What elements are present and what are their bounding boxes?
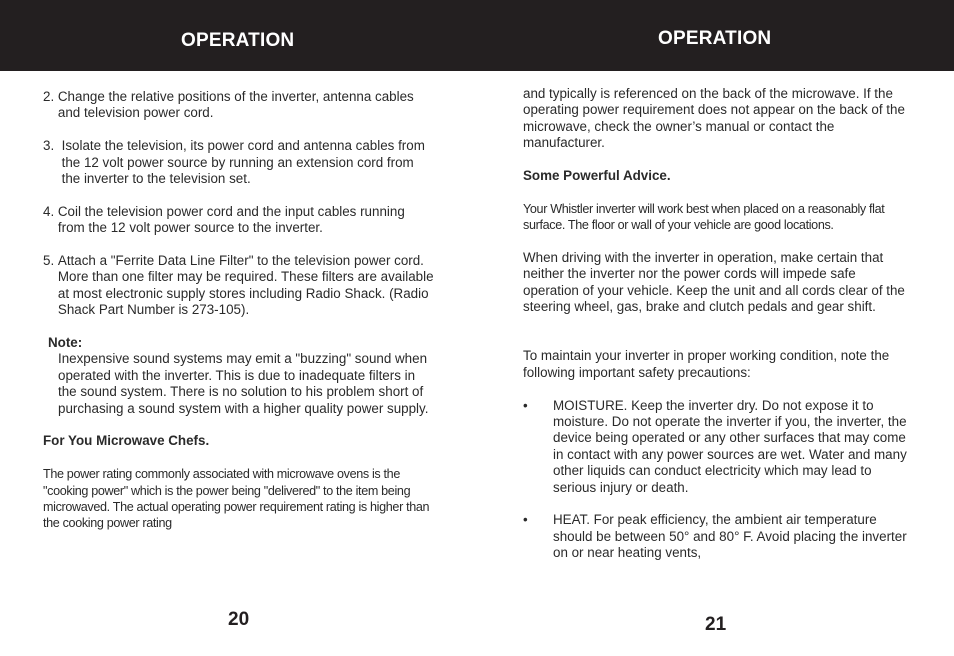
advice-text-2: When driving with the inverter in operation, make certain that neither the inverter nor the power cords will impede safe operation of your vehicle. Keep the unit and all cords clear of the steering wheel, gas, brake and clutch pedals and gear shift. [523, 250, 905, 315]
list-item-number: 3. [43, 138, 62, 154]
bullet-item [523, 398, 911, 496]
right-page-number: 21 [705, 614, 727, 635]
left-page-body [43, 89, 435, 548]
note-heading: Note: [48, 335, 83, 351]
list-item-number: 5. [43, 253, 58, 269]
bullet-text: HEAT. For peak efficiency, the ambient air temperature should be between 50° and 80° F. Avoid placing the inverter on or near heating vents, [553, 512, 907, 561]
list-item-number: 4. [43, 203, 58, 219]
microwave-text: The power rating commonly associated with microwave ovens is the "cooking power" which is the power being "delivered" to the item being microwaved. The actual operating power requirement rating is higher than the cooking power rating [43, 467, 430, 531]
spacer [523, 332, 911, 348]
bullet-marker: • [523, 512, 528, 528]
left-page-header: OPERATION [181, 30, 295, 51]
list-item [43, 204, 435, 237]
right-page-header: OPERATION [658, 28, 772, 49]
advice-text-1: Your Whistler inverter will work best when placed on a reasonably flat surface. The floor or wall of your vehicle are good locations. [523, 201, 885, 233]
list-item-text: Attach a "Ferrite Data Line Filter" to the television power cord. More than one filter may be required. These filters are available at most electronic supply stores including Radio Shack. (Radio Shack Part Number is 273-105). [57, 253, 434, 318]
header-bar [0, 0, 954, 71]
left-page-number: 20 [228, 609, 250, 630]
list-item-text: Isolate the television, its power cord and antenna cables from the 12 volt power source by running an extension cord from the inverter to the television set. [61, 138, 425, 187]
list-item-text: Coil the television power cord and the input cables running from the 12 volt power source to the inverter. [57, 203, 405, 236]
bullet-text: MOISTURE. Keep the inverter dry. Do not expose it to moisture. Do not operate the inverter if you, the inverter, the device being operated or any other surfaces that may come in contact with any power sources are wet. Water and many other liquids can conduct electricity which may lead to serious injury or death. [553, 397, 907, 495]
microwave-heading: For You Microwave Chefs. [43, 433, 210, 449]
advice-heading: Some Powerful Advice. [523, 168, 671, 184]
continued-text: and typically is referenced on the back of the microwave. If the operating power requirement does not appear on the back of the microwave, check the owner’s manual or contact the manufacturer. [523, 86, 905, 151]
list-item-text: Change the relative positions of the inverter, antenna cables and television power cord. [57, 89, 414, 121]
list-item [43, 89, 435, 122]
note-text: Inexpensive sound systems may emit a "buzzing" sound when operated with the inverter. This is due to inadequate filters in the sound system. There is no solution to his problem short of purchasing a sound system with a higher quality power supply. [58, 351, 429, 416]
maintain-text: To maintain your inverter in proper working condition, note the following important safety precautions: [523, 348, 890, 380]
list-item [43, 253, 435, 319]
bullet-item [523, 512, 911, 561]
bullet-marker: • [523, 397, 528, 413]
right-page-body [523, 86, 911, 578]
list-item-number: 2. [43, 89, 58, 104]
list-item [43, 138, 435, 187]
